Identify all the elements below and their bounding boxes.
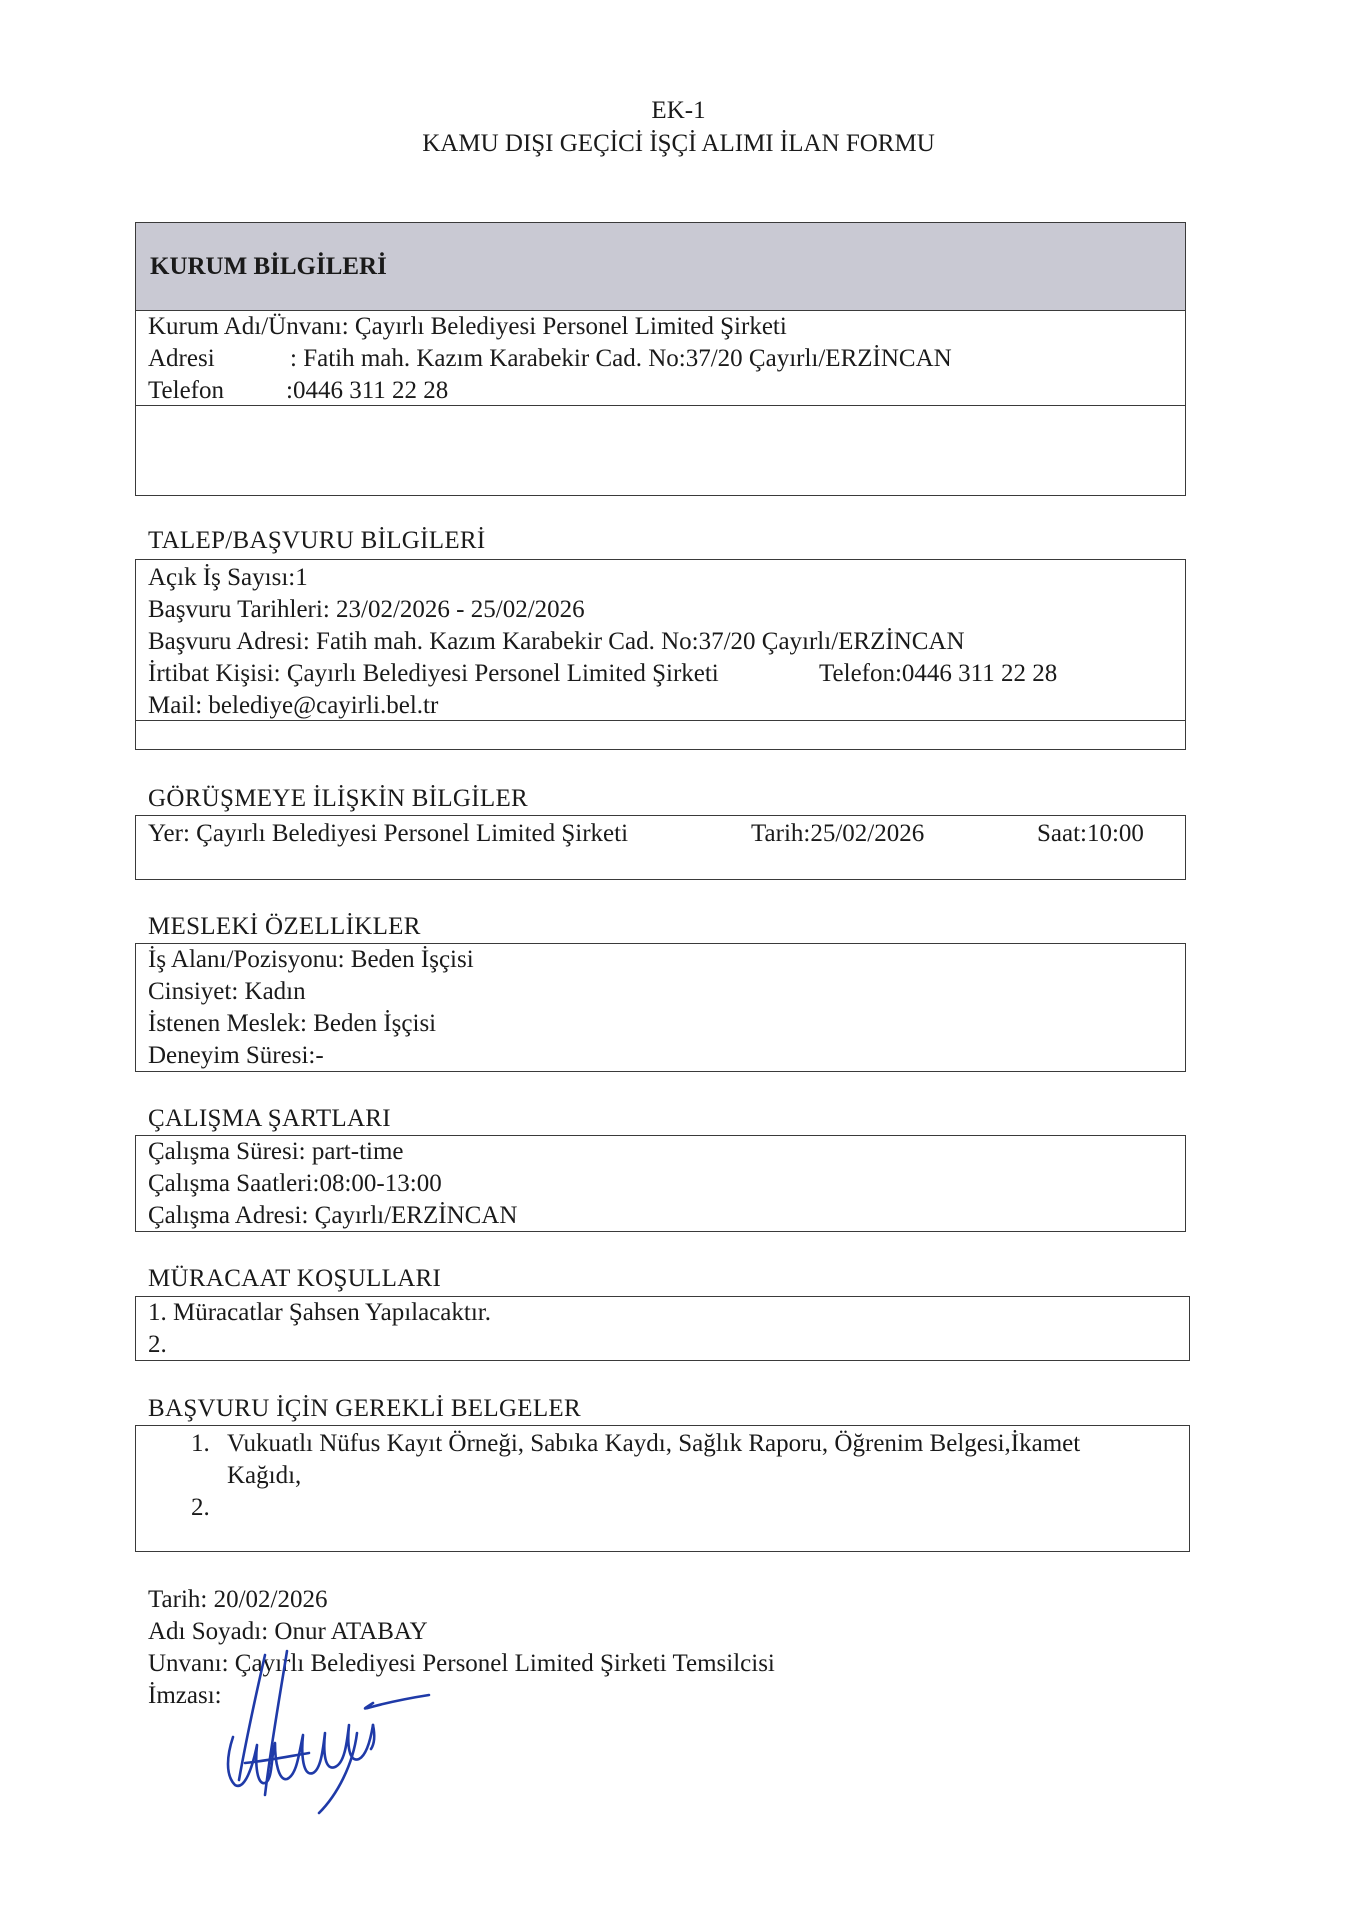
talep-divider: [136, 720, 1185, 721]
kurum-phone-row: [136, 375, 1185, 407]
gorusme-date: Tarih:25/02/2026: [751, 820, 925, 847]
talep-address: Başvuru Adresi: Fatih mah. Kazım Karabekir Cad. No:37/20 Çayırlı/ERZİNCAN: [148, 628, 965, 655]
muracaat-item-1: 1. Müracatlar Şahsen Yapılacaktır.: [148, 1299, 491, 1326]
meslek-box: [135, 943, 1186, 1072]
footer-name: Adı Soyadı: Onur ATABAY: [148, 1618, 428, 1645]
gorusme-row: [136, 816, 1185, 850]
kurum-phone-label: Telefon: [148, 377, 224, 404]
muracaat-box: [135, 1296, 1190, 1361]
form-title: KAMU DIŞI GEÇİCİ İŞÇİ ALIMI İLAN FORMU: [422, 130, 935, 157]
muracaat-item-2: 2.: [148, 1331, 167, 1358]
calisma-box: [135, 1135, 1186, 1232]
talep-title: TALEP/BAŞVURU BİLGİLERİ: [148, 527, 486, 554]
belgeler-item-1-text: Vukuatlı Nüfus Kayıt Örneği, Sabıka Kaydı, Sağlık Raporu, Öğrenim Belgesi,İkamet: [227, 1430, 1081, 1457]
gorusme-box: [135, 815, 1186, 880]
kurum-address-label: Adresi: [148, 345, 215, 372]
belgeler-item-2: 2.: [191, 1494, 210, 1521]
talep-box: [135, 559, 1186, 750]
belgeler-item-1-cont: Kağıdı,: [227, 1462, 302, 1489]
belgeler-box: [135, 1425, 1190, 1552]
calisma-title: ÇALIŞMA ŞARTLARI: [148, 1105, 391, 1132]
kurum-divider: [136, 405, 1185, 406]
talep-contact-phone: Telefon:0446 311 22 28: [819, 660, 1058, 687]
kurum-title: KURUM BİLGİLERİ: [136, 223, 1185, 311]
belgeler-item-1-num: 1.: [191, 1430, 210, 1457]
calisma-duration: Çalışma Süresi: part-time: [148, 1138, 404, 1165]
kurum-address-row: [136, 343, 1185, 375]
kurum-name: Kurum Adı/Ünvanı: Çayırlı Belediyesi Personel Limited Şirketi: [148, 313, 787, 340]
talep-open-jobs: Açık İş Sayısı:1: [148, 564, 308, 591]
signature-image: [225, 1645, 435, 1820]
talep-contact: İrtibat Kişisi: Çayırlı Belediyesi Personel Limited Şirketi: [148, 660, 719, 687]
talep-contact-row: [136, 658, 1185, 690]
meslek-position: İş Alanı/Pozisyonu: Beden İşçisi: [148, 946, 474, 973]
kurum-box: [135, 222, 1186, 496]
gorusme-time: Saat:10:00: [1037, 820, 1144, 847]
calisma-hours: Çalışma Saatleri:08:00-13:00: [148, 1170, 442, 1197]
talep-dates: Başvuru Tarihleri: 23/02/2026 - 25/02/2026: [148, 596, 585, 623]
talep-mail: Mail: belediye@cayirli.bel.tr: [148, 692, 439, 719]
footer-date: Tarih: 20/02/2026: [148, 1586, 328, 1613]
footer-signature-label: İmzası:: [148, 1682, 222, 1709]
gorusme-title: GÖRÜŞMEYE İLİŞKİN BİLGİLER: [148, 785, 528, 812]
form-code: EK-1: [651, 97, 706, 124]
meslek-gender: Cinsiyet: Kadın: [148, 978, 306, 1005]
belgeler-item-1: [191, 1428, 1080, 1460]
kurum-address: : Fatih mah. Kazım Karabekir Cad. No:37/20 Çayırlı/ERZİNCAN: [290, 345, 952, 372]
meslek-profession: İstenen Meslek: Beden İşçisi: [148, 1010, 437, 1037]
calisma-address: Çalışma Adresi: Çayırlı/ERZİNCAN: [148, 1202, 518, 1229]
belgeler-title: BAŞVURU İÇİN GEREKLİ BELGELER: [148, 1395, 581, 1422]
gorusme-place: Yer: Çayırlı Belediyesi Personel Limited Şirketi: [148, 820, 629, 847]
meslek-title: MESLEKİ ÖZELLİKLER: [148, 913, 421, 940]
footer-title: Unvanı: Çayırlı Belediyesi Personel Limited Şirketi Temsilcisi: [148, 1650, 775, 1677]
kurum-phone: :0446 311 22 28: [286, 377, 449, 404]
muracaat-title: MÜRACAAT KOŞULLARI: [148, 1265, 442, 1292]
meslek-experience: Deneyim Süresi:-: [148, 1042, 324, 1069]
